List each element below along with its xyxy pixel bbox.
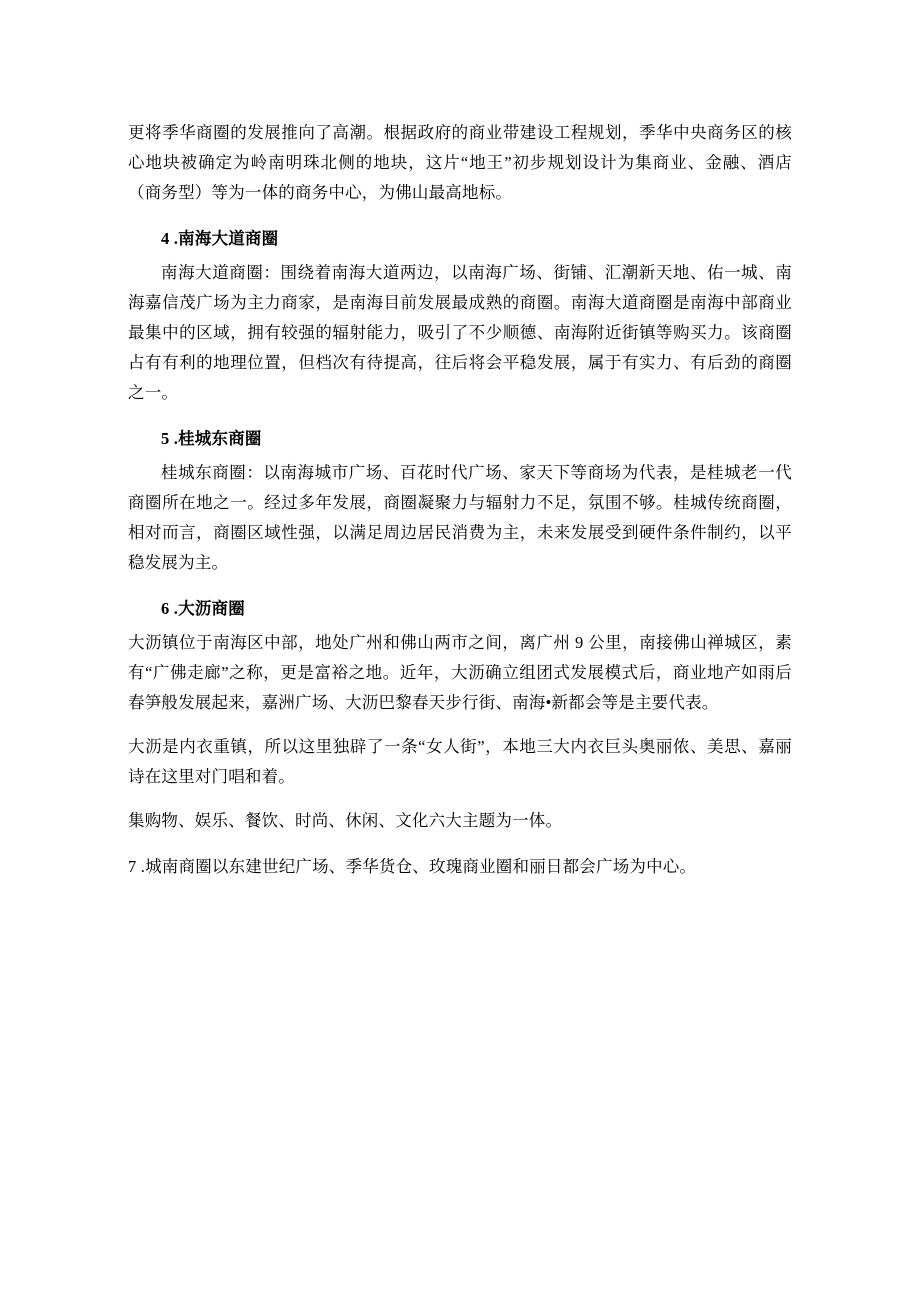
- paragraph-nanhai-avenue: 南海大道商圈：围绕着南海大道两边，以南海广场、街铺、汇潮新天地、佑一城、南海嘉信茂广场为主力商家，是南海目前发展最成熟的商圈。南海大道商圈是南海中部商业最集中的区域，拥有较强的辐射能力，吸引了不少顺德、南海附近街镇等购买力。该商圈占有有利的地理位置，但档次有待提高，往后将会平稳发展，属于有实力、有后劲的商圈之一。: [128, 263, 792, 402]
- heading-nanhai-avenue: 4 .南海大道商圈: [161, 229, 279, 248]
- paragraph-dali-overview: 大沥镇位于南海区中部，地处广州和佛山两市之间，离广州 9 公里，南接佛山禅城区，素有“广佛走廊”之称，更是富裕之地。近年，大沥确立组团式发展模式后，商业地产如雨后春笋般发展起来，嘉洲广场、大沥巴黎春天步行街、南海•新都会等是主要代表。: [128, 633, 792, 712]
- paragraph-guicheng-east: 桂城东商圈：以南海城市广场、百花时代广场、家天下等商场为代表，是桂城老一代商圈所在地之一。经过多年发展，商圈凝聚力与辐射力不足，氛围不够。桂城传统商圈，相对而言，商圈区域性强，以满足周边居民消费为主，未来发展受到硬件条件制约，以平稳发展为主。: [128, 463, 792, 572]
- intro-paragraph: 更将季华商圈的发展推向了高潮。根据政府的商业带建设工程规划，季华中央商务区的核心地块被确定为岭南明珠北侧的地块，这片“地王”初步规划设计为集商业、金融、酒店（商务型）等为一体的商务中心，为佛山最高地标。: [128, 123, 792, 202]
- paragraph-dali-underwear: 大沥是内衣重镇，所以这里独辟了一条“女人街”，本地三大内衣巨头奥丽侬、美思、嘉丽诗在这里对门唱和着。: [128, 737, 792, 786]
- heading-guicheng-east: 5 .桂城东商圈: [161, 429, 262, 448]
- heading-dali: 6 .大沥商圈: [161, 599, 245, 618]
- paragraph-chengnan: 7 .城南商圈以东建世纪广场、季华货仓、玫瑰商业圈和丽日都会广场为中心。: [128, 857, 697, 876]
- paragraph-dali-themes: 集购物、娱乐、餐饮、时尚、休闲、文化六大主题为一体。: [128, 811, 563, 830]
